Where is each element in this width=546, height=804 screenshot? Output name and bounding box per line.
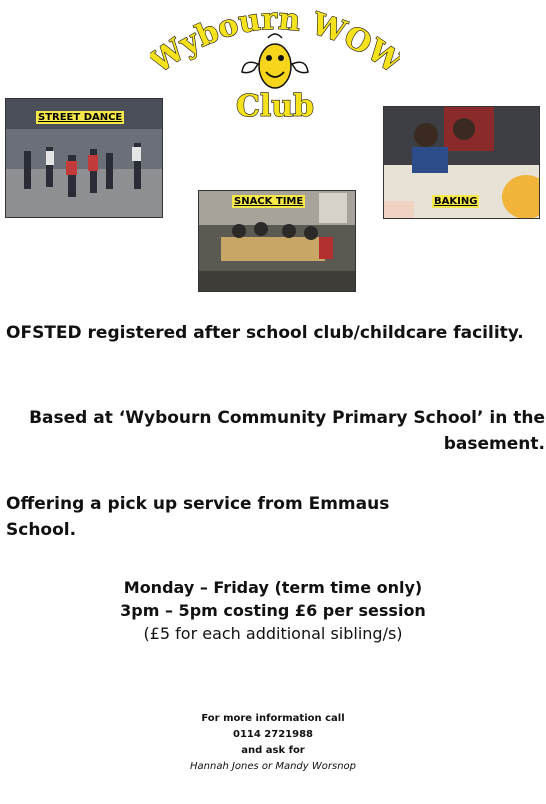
sibling-cost-text: (£5 for each additional sibling/s) [143, 624, 403, 643]
days-text: Monday – Friday (term time only) [123, 578, 423, 597]
snack-time-caption: SNACK TIME [234, 196, 304, 207]
smiley-mascot-icon [242, 34, 308, 88]
logo-title-text: ybourn WO [173, 4, 378, 63]
pickup-statement: Offering a pick up service from Emmaus School. [6, 494, 390, 540]
contact-phone: 0114 2721988 [232, 729, 314, 740]
baking-caption: BAKING [434, 196, 478, 207]
location-statement: Based at ‘Wybourn Community Primary School’ in the basement. [29, 408, 545, 454]
street-dance-caption: STREET DANCE [38, 112, 123, 123]
opening-hours [0, 576, 546, 645]
logo-club-text: Club [235, 89, 315, 124]
club-logo [150, 4, 400, 130]
contact-names: Hannah Jones or Mandy Worsnop [190, 761, 356, 772]
contact-ask: and ask for [241, 745, 305, 756]
contact-intro: For more information call [201, 713, 345, 724]
ofsted-statement: OFSTED registered after school club/childcare facility. [6, 323, 524, 343]
times-cost-text: 3pm – 5pm costing £6 per session [120, 601, 426, 620]
contact-info [0, 711, 546, 775]
